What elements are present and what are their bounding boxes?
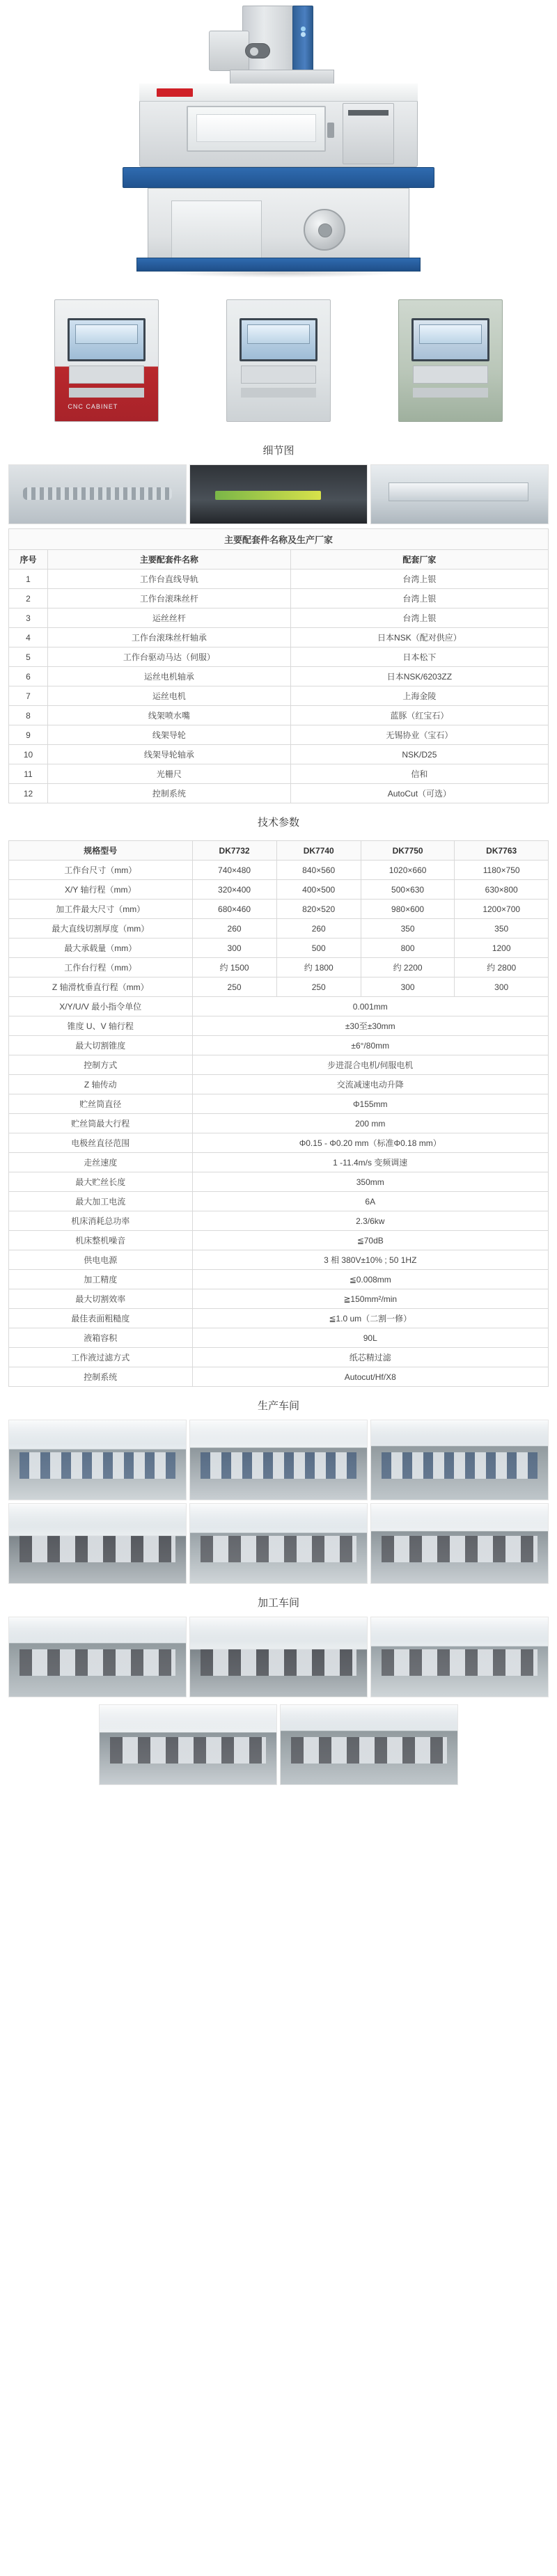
workshop-photo-5 bbox=[189, 1503, 368, 1584]
parts-table-title: 主要配套件名称及生产厂家 bbox=[9, 529, 549, 550]
spec-value: 250 bbox=[192, 977, 276, 997]
parts-header-name: 主要配套件名称 bbox=[48, 550, 291, 570]
spec-value: 820×520 bbox=[276, 900, 361, 919]
spec-value: ≧150mm²/min bbox=[192, 1289, 549, 1309]
table-row bbox=[9, 1153, 549, 1172]
spec-value: 300 bbox=[455, 977, 549, 997]
spec-label: 机床消耗总功率 bbox=[9, 1211, 193, 1231]
spec-value: 6A bbox=[192, 1192, 549, 1211]
machine-base-foot bbox=[136, 258, 421, 272]
table-row bbox=[9, 589, 549, 608]
parts-table bbox=[8, 528, 549, 803]
spec-value: 500 bbox=[276, 938, 361, 958]
spec-value: 约 2800 bbox=[455, 958, 549, 977]
spec-value: 交流减速电动升降 bbox=[192, 1075, 549, 1094]
parts-cell-name: 线架喷水嘴 bbox=[48, 706, 291, 725]
spec-label: 走丝速度 bbox=[9, 1153, 193, 1172]
cabinet-screen bbox=[68, 318, 146, 361]
spec-header-dk7732: DK7732 bbox=[192, 841, 276, 861]
table-row bbox=[9, 628, 549, 647]
spec-label: 供电电源 bbox=[9, 1250, 193, 1270]
machine-window bbox=[187, 106, 326, 152]
parts-cell-index: 9 bbox=[9, 725, 48, 745]
parts-cell-vendor: 日本NSK/6203ZZ bbox=[290, 667, 548, 686]
parts-cell-index: 8 bbox=[9, 706, 48, 725]
spec-label: 电极丝直径范围 bbox=[9, 1133, 193, 1153]
spec-label: 最大直线切割厚度（mm） bbox=[9, 919, 193, 938]
table-row bbox=[9, 919, 549, 938]
spec-value: 90L bbox=[192, 1328, 549, 1348]
parts-cell-index: 11 bbox=[9, 764, 48, 784]
spec-value: 840×560 bbox=[276, 861, 361, 880]
spec-value: 350 bbox=[455, 919, 549, 938]
machine-mid-slab bbox=[123, 167, 434, 188]
table-row bbox=[9, 784, 549, 803]
workshop-photo-grid bbox=[0, 1420, 557, 1584]
table-row bbox=[9, 1133, 549, 1153]
table-row bbox=[9, 997, 549, 1016]
spec-header-dk7740: DK7740 bbox=[276, 841, 361, 861]
spec-header-model: 规格型号 bbox=[9, 841, 193, 861]
table-row bbox=[9, 900, 549, 919]
spec-label: 机床整机噪音 bbox=[9, 1231, 193, 1250]
table-row bbox=[9, 706, 549, 725]
detail-photo-worktable bbox=[370, 464, 549, 524]
spec-label: 锥度 U、V 轴行程 bbox=[9, 1016, 193, 1036]
table-row bbox=[9, 1348, 549, 1367]
spec-value: 300 bbox=[361, 977, 455, 997]
spec-value: 300 bbox=[192, 938, 276, 958]
spec-value: ±30至±30mm bbox=[192, 1016, 549, 1036]
parts-cell-vendor: 上海金陵 bbox=[290, 686, 548, 706]
spec-value: 400×500 bbox=[276, 880, 361, 900]
table-row bbox=[9, 1211, 549, 1231]
parts-cell-vendor: 蓝豚（红宝石） bbox=[290, 706, 548, 725]
spec-label: 加工件最大尺寸（mm） bbox=[9, 900, 193, 919]
spec-label: 最大切割效率 bbox=[9, 1289, 193, 1309]
parts-cell-name: 工作台滚珠丝杆轴承 bbox=[48, 628, 291, 647]
table-row bbox=[9, 861, 549, 880]
table-row bbox=[9, 1055, 549, 1075]
table-row bbox=[9, 1094, 549, 1114]
spec-label: 工作台行程（mm） bbox=[9, 958, 193, 977]
processing-photo-2 bbox=[189, 1617, 368, 1697]
spec-value: 980×600 bbox=[361, 900, 455, 919]
spec-value: Autocut/Hf/X8 bbox=[192, 1367, 549, 1387]
parts-cell-name: 控制系统 bbox=[48, 784, 291, 803]
table-row bbox=[9, 667, 549, 686]
processing-photo-grid-bottom bbox=[0, 1704, 557, 1795]
spec-value: 260 bbox=[276, 919, 361, 938]
parts-cell-index: 7 bbox=[9, 686, 48, 706]
machine-tower-blue-panel bbox=[292, 6, 313, 71]
parts-cell-name: 运丝丝杆 bbox=[48, 608, 291, 628]
cabinet-screen bbox=[240, 318, 317, 361]
machine-handwheel-icon bbox=[304, 209, 345, 251]
spec-table-wrap bbox=[0, 836, 557, 1387]
spec-label: Z 轴传动 bbox=[9, 1075, 193, 1094]
parts-cell-name: 运丝电机 bbox=[48, 686, 291, 706]
spec-value: 1200×700 bbox=[455, 900, 549, 919]
spec-value: ≦1.0 um（二割一修） bbox=[192, 1309, 549, 1328]
cabinet-buttons bbox=[69, 388, 144, 398]
cabinet-keypad bbox=[413, 366, 488, 384]
processing-photo-1 bbox=[8, 1617, 187, 1697]
parts-header-vendor: 配套厂家 bbox=[290, 550, 548, 570]
parts-cell-index: 1 bbox=[9, 570, 48, 589]
spec-value: ≦70dB bbox=[192, 1231, 549, 1250]
machine-base-door bbox=[171, 201, 262, 259]
spec-value: 320×400 bbox=[192, 880, 276, 900]
cabinet-buttons bbox=[241, 388, 316, 398]
spec-label: 工作台尺寸（mm） bbox=[9, 861, 193, 880]
parts-cell-vendor: 日本松下 bbox=[290, 647, 548, 667]
parts-cell-index: 5 bbox=[9, 647, 48, 667]
spec-value: 1020×660 bbox=[361, 861, 455, 880]
spec-header-dk7750: DK7750 bbox=[361, 841, 455, 861]
cabinet-keypad bbox=[69, 366, 144, 384]
spec-value: 步进混合电机/伺服电机 bbox=[192, 1055, 549, 1075]
spec-value: 200 mm bbox=[192, 1114, 549, 1133]
parts-cell-index: 2 bbox=[9, 589, 48, 608]
table-row bbox=[9, 1367, 549, 1387]
spec-label: 最大切割锥度 bbox=[9, 1036, 193, 1055]
workshop-photo-2 bbox=[189, 1420, 368, 1500]
table-row bbox=[9, 1270, 549, 1289]
workshop-photo-1 bbox=[8, 1420, 187, 1500]
workshop-photo-4 bbox=[8, 1503, 187, 1584]
machine-indicator-icon bbox=[301, 26, 306, 31]
table-row bbox=[9, 938, 549, 958]
parts-cell-vendor: 信和 bbox=[290, 764, 548, 784]
detail-photo-row bbox=[0, 464, 557, 524]
spec-label: 最大贮丝长度 bbox=[9, 1172, 193, 1192]
table-row bbox=[9, 608, 549, 628]
processing-section-title: 加工车间 bbox=[257, 1597, 299, 1609]
spec-label: X/Y/U/V 最小指令单位 bbox=[9, 997, 193, 1016]
processing-photo-4 bbox=[99, 1704, 277, 1785]
workshop-photo-6 bbox=[370, 1503, 549, 1584]
processing-photo-3 bbox=[370, 1617, 549, 1697]
spec-header-dk7763: DK7763 bbox=[455, 841, 549, 861]
spec-value: 350 bbox=[361, 919, 455, 938]
spec-label: 控制系统 bbox=[9, 1367, 193, 1387]
spec-value: 约 1500 bbox=[192, 958, 276, 977]
spec-value: 3 相 380V±10% ; 50 1HZ bbox=[192, 1250, 549, 1270]
machine-head bbox=[209, 31, 249, 71]
table-row bbox=[9, 880, 549, 900]
detail-photo-wireguide bbox=[189, 464, 368, 524]
machine-brand-label bbox=[157, 88, 193, 97]
machine-knob-icon bbox=[245, 43, 270, 58]
spec-label: 贮丝筒直径 bbox=[9, 1094, 193, 1114]
parts-cell-vendor: NSK/D25 bbox=[290, 745, 548, 764]
spec-label: 贮丝筒最大行程 bbox=[9, 1114, 193, 1133]
parts-cell-name: 光栅尺 bbox=[48, 764, 291, 784]
table-row bbox=[9, 1114, 549, 1133]
table-row bbox=[9, 1250, 549, 1270]
table-row bbox=[9, 686, 549, 706]
parts-cell-index: 4 bbox=[9, 628, 48, 647]
parts-header-index: 序号 bbox=[9, 550, 48, 570]
spec-value: 800 bbox=[361, 938, 455, 958]
workshop-section-title: 生产车间 bbox=[257, 1400, 299, 1412]
cabinet-keypad bbox=[241, 366, 316, 384]
table-row bbox=[9, 725, 549, 745]
workshop-photo-3 bbox=[370, 1420, 549, 1500]
machine-door-handle bbox=[327, 123, 334, 138]
parts-cell-vendor: 台湾上银 bbox=[290, 589, 548, 608]
parts-cell-vendor: 日本NSK（配对供应） bbox=[290, 628, 548, 647]
control-cabinet-3 bbox=[398, 299, 503, 422]
control-cabinet-1 bbox=[54, 299, 159, 422]
spec-value: 约 1800 bbox=[276, 958, 361, 977]
spec-value: 1 -11.4m/s 变频调速 bbox=[192, 1153, 549, 1172]
hero-machine-image bbox=[0, 0, 557, 292]
spec-label: 液箱容积 bbox=[9, 1328, 193, 1348]
table-row bbox=[9, 977, 549, 997]
spec-value: 500×630 bbox=[361, 880, 455, 900]
parts-cell-vendor: AutoCut（可选） bbox=[290, 784, 548, 803]
table-row bbox=[9, 1016, 549, 1036]
parts-cell-index: 3 bbox=[9, 608, 48, 628]
spec-label: 最大承载量（mm） bbox=[9, 938, 193, 958]
spec-table-header bbox=[9, 841, 549, 861]
spec-value: ±6°/80mm bbox=[192, 1036, 549, 1055]
table-row bbox=[9, 958, 549, 977]
spec-value: 630×800 bbox=[455, 880, 549, 900]
spec-value: 2.3/6kw bbox=[192, 1211, 549, 1231]
table-row bbox=[9, 1289, 549, 1309]
spec-value: Φ0.15 - Φ0.20 mm（标准Φ0.18 mm） bbox=[192, 1133, 549, 1153]
parts-cell-name: 运丝电机轴承 bbox=[48, 667, 291, 686]
parts-cell-vendor: 台湾上银 bbox=[290, 570, 548, 589]
control-cabinet-2 bbox=[226, 299, 331, 422]
parts-table-header bbox=[9, 550, 549, 570]
parts-cell-name: 工作台直线导轨 bbox=[48, 570, 291, 589]
spec-table bbox=[8, 840, 549, 1387]
spec-value: 740×480 bbox=[192, 861, 276, 880]
spec-section-title: 技术参数 bbox=[257, 817, 299, 828]
table-row bbox=[9, 1192, 549, 1211]
spec-value: 250 bbox=[276, 977, 361, 997]
table-row bbox=[9, 647, 549, 667]
cabinet-buttons bbox=[413, 388, 488, 398]
cabinet-screen bbox=[411, 318, 489, 361]
spec-label: 工作液过滤方式 bbox=[9, 1348, 193, 1367]
parts-cell-index: 10 bbox=[9, 745, 48, 764]
parts-table-wrap bbox=[0, 524, 557, 803]
table-row bbox=[9, 764, 549, 784]
detail-photo-ballscrew bbox=[8, 464, 187, 524]
table-row bbox=[9, 570, 549, 589]
spec-value: 1200 bbox=[455, 938, 549, 958]
table-row bbox=[9, 1075, 549, 1094]
spec-value: 260 bbox=[192, 919, 276, 938]
parts-cell-name: 工作台驱动马达（伺服） bbox=[48, 647, 291, 667]
processing-photo-grid bbox=[0, 1617, 557, 1697]
spec-label: 最佳表面粗糙度 bbox=[9, 1309, 193, 1328]
cabinet-logo-label: CNC CABINET bbox=[68, 403, 118, 410]
spec-label: 加工精度 bbox=[9, 1270, 193, 1289]
parts-table-title-row bbox=[9, 529, 549, 550]
processing-photo-5 bbox=[280, 1704, 458, 1785]
spec-value: 1180×750 bbox=[455, 861, 549, 880]
parts-cell-index: 12 bbox=[9, 784, 48, 803]
spec-label: 最大加工电流 bbox=[9, 1192, 193, 1211]
table-row bbox=[9, 1172, 549, 1192]
spec-label: 控制方式 bbox=[9, 1055, 193, 1075]
spec-value: ≦0.008mm bbox=[192, 1270, 549, 1289]
detail-section-title: 细节图 bbox=[262, 445, 295, 457]
parts-cell-name: 线架导轮 bbox=[48, 725, 291, 745]
spec-value: 约 2200 bbox=[361, 958, 455, 977]
table-row bbox=[9, 1231, 549, 1250]
table-row bbox=[9, 1328, 549, 1348]
spec-value: 纸芯精过滤 bbox=[192, 1348, 549, 1367]
parts-cell-index: 6 bbox=[9, 667, 48, 686]
spec-label: Z 轴滑枕垂直行程（mm） bbox=[9, 977, 193, 997]
machine-neck bbox=[230, 70, 334, 85]
parts-cell-name: 线架导轮轴承 bbox=[48, 745, 291, 764]
spec-value: 680×460 bbox=[192, 900, 276, 919]
parts-cell-name: 工作台滚珠丝杆 bbox=[48, 589, 291, 608]
control-cabinets-row bbox=[0, 292, 557, 432]
spec-value: 0.001mm bbox=[192, 997, 549, 1016]
table-row bbox=[9, 745, 549, 764]
table-row bbox=[9, 1309, 549, 1328]
spec-value: 350mm bbox=[192, 1172, 549, 1192]
parts-cell-vendor: 无锡协业（宝石） bbox=[290, 725, 548, 745]
spec-label: X/Y 轴行程（mm） bbox=[9, 880, 193, 900]
machine-side-stripe bbox=[348, 110, 389, 116]
parts-cell-vendor: 台湾上银 bbox=[290, 608, 548, 628]
spec-value: Φ155mm bbox=[192, 1094, 549, 1114]
table-row bbox=[9, 1036, 549, 1055]
